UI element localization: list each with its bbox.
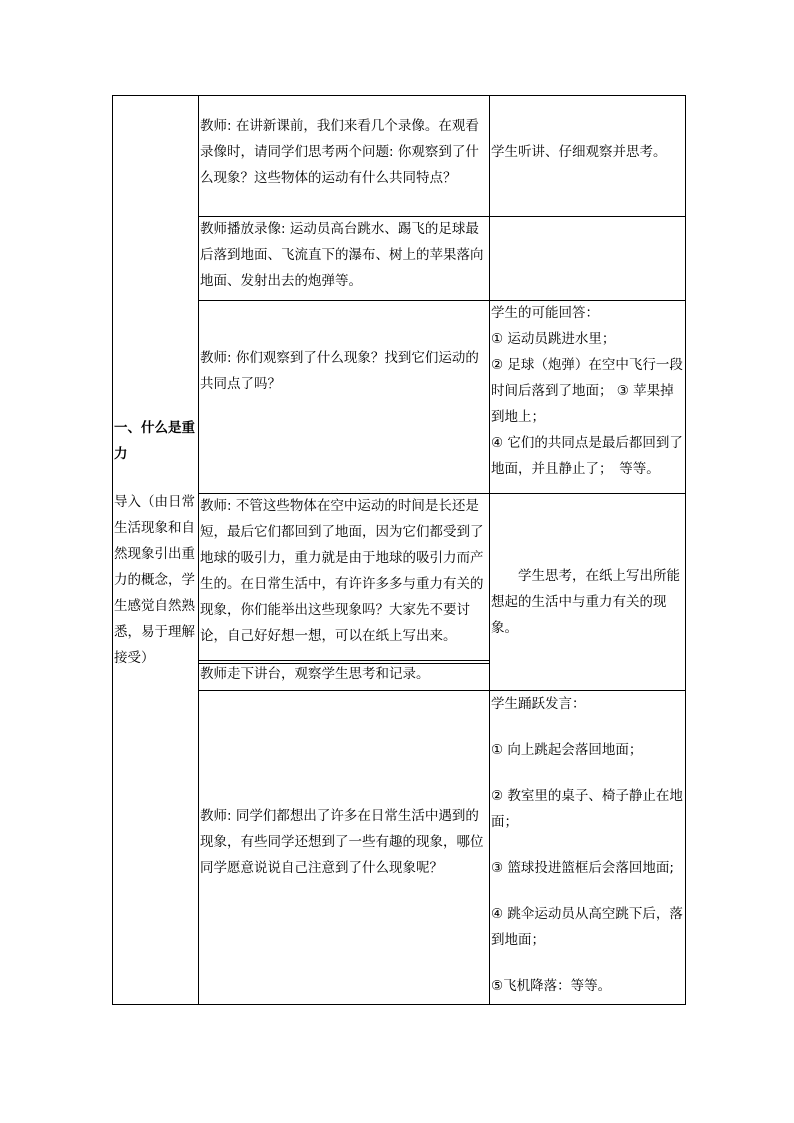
section-note: 导入（由日常生活现象和自然现象引出重力的概念，学生感觉自然熟悉，易于理解接受） xyxy=(114,494,195,666)
student-cell-4: 学生思考，在纸上写出所能想起的生活中与重力有关的现象。 xyxy=(491,568,680,636)
teacher-cell-2: 教师播放录像: 运动员高台跳水、踢飞的足球最后落到地面、飞流直下的瀑布、树上的苹果落向地面、发射出去的炮弹等。 xyxy=(200,221,484,289)
answer-line: ① 向上跳起会落回地面； xyxy=(491,742,643,758)
section-title: 一、什么是重力 xyxy=(114,420,195,462)
teacher-cell-3: 教师: 你们观察到了什么现象？找到它们运动的共同点了吗？ xyxy=(200,350,479,392)
column-divider-1 xyxy=(198,95,199,1005)
student-cell-3 xyxy=(491,300,685,482)
answer-line: ② 教室里的桌子、椅子静止在地面； xyxy=(491,788,683,830)
answer-line: ② 足球（炮弹）在空中飞行一段时间后落到了地面； ③ 苹果掉到地上； xyxy=(491,357,683,425)
lesson-plan-table xyxy=(112,95,686,1005)
answer-line: ④ 跳伞运动员从高空跳下后，落到地面； xyxy=(491,906,683,948)
column-divider-2 xyxy=(489,95,490,1005)
teacher-cell-5: 教师: 同学们都想出了许多在日常生活中遇到的现象，有些同学还想到了一些有趣的现象，哪位同学愿意说说自己注意到了什么现象呢？ xyxy=(200,808,484,876)
student-cell-5 xyxy=(491,691,685,999)
table-border-right xyxy=(685,95,686,1005)
table-border-left xyxy=(112,95,113,1005)
answer-line: ① 运动员跳进水里； xyxy=(491,331,616,347)
teacher-cell-4: 教师: 不管这些物体在空中运动的时间是长还是短，最后它们都回到了地面，因为它们都受到了地球的吸引力，重力就是由于地球的吸引力而产生的。在日常生活中，有许许多多与重力有关的现象，你们能举出这些现象吗？大家先不要讨论，自己好好想一想，可以在纸上写出来。 xyxy=(200,498,484,644)
answer-line: 学生踊跃发言： xyxy=(491,696,586,712)
answer-line: ④ 它们的共同点是最后都回到了地面，并且静止了； 等等。 xyxy=(491,435,683,477)
answer-line: 学生的可能回答： xyxy=(491,305,599,321)
answer-line: ③ 篮球投进篮框后会落回地面; xyxy=(491,860,674,876)
answer-line: ⑤飞机降落：等等。 xyxy=(491,978,612,994)
teacher-cell-1: 教师: 在讲新课前，我们来看几个录像。在观看录像时，请同学们思考两个问题: 你观察到了什么现象？这些物体的运动有什么共同特点？ xyxy=(200,118,479,186)
teacher-cell-4b: 教师走下讲台，观察学生思考和记录。 xyxy=(200,666,430,682)
student-cell-1: 学生听讲、仔细观察并思考。 xyxy=(491,144,667,160)
